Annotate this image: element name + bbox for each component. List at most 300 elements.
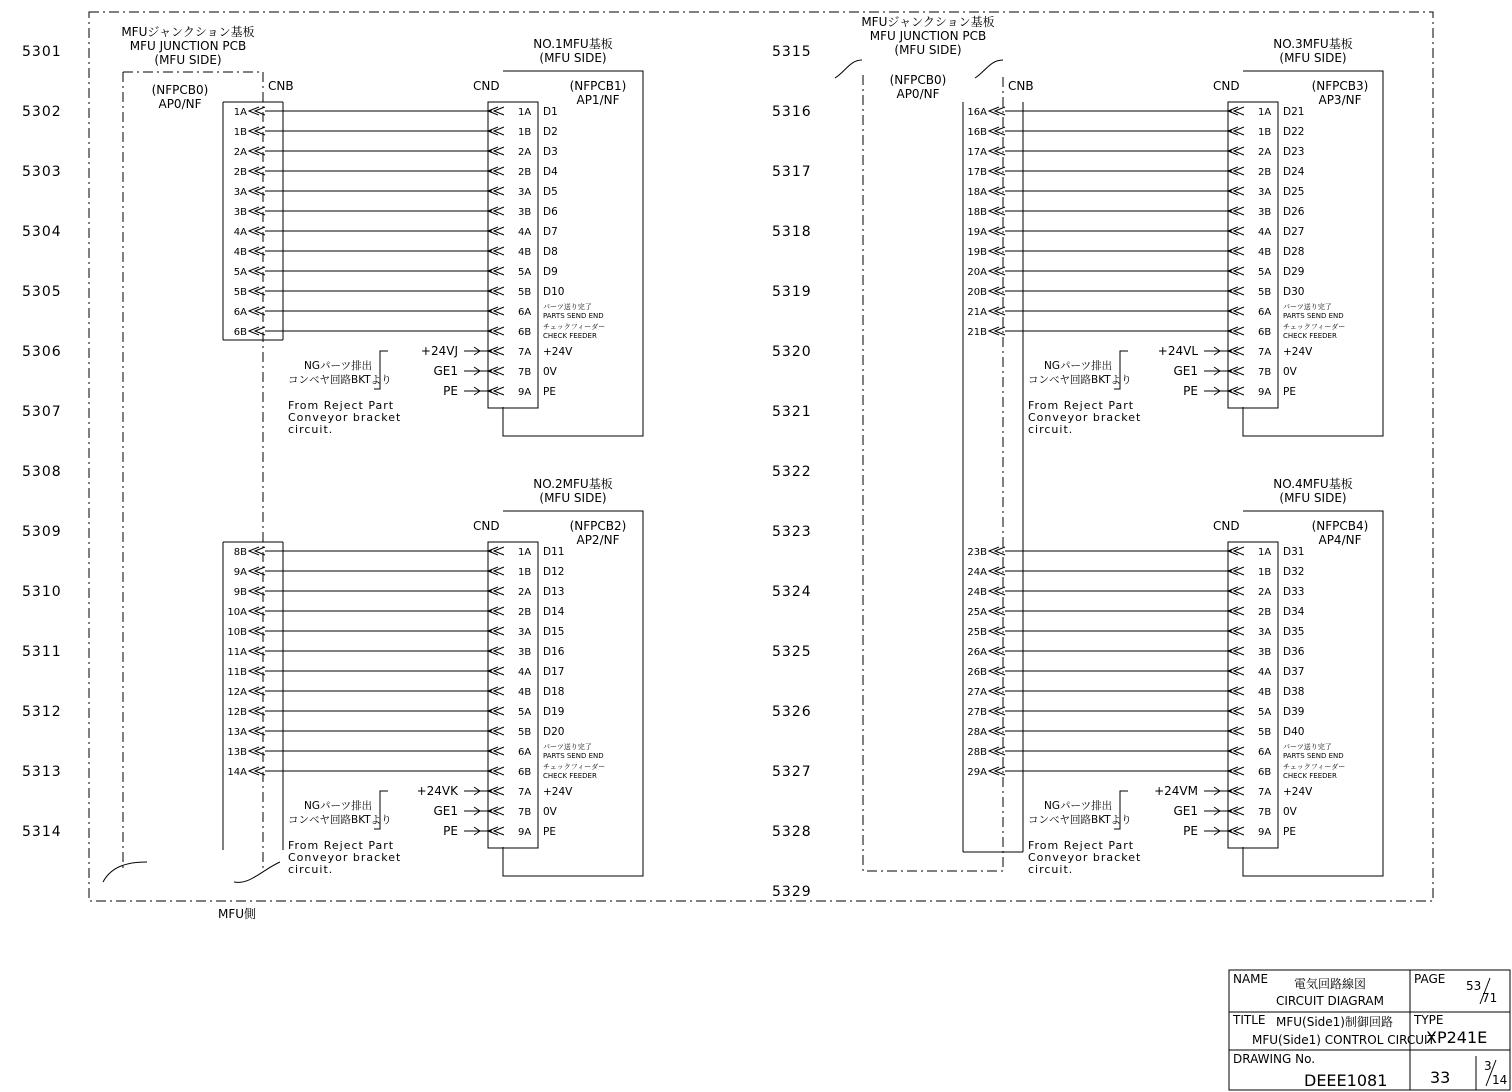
cnb-pin-label: 11A: [227, 647, 247, 658]
power-source-label: GE1: [1173, 804, 1198, 818]
wire-row: [967, 606, 1304, 618]
title-en: MFU(Side1) CONTROL CIRCUIT: [1252, 1033, 1435, 1047]
cnd-pin-label: 1A: [518, 547, 532, 558]
row-number: 5325: [772, 644, 812, 660]
break-mark: [103, 862, 147, 882]
ng-note-en: Conveyor bracket: [1028, 411, 1142, 424]
cnd-pin-label: 4A: [1258, 667, 1272, 678]
wire-row: [234, 266, 558, 278]
cnb-pin-label: 24A: [967, 567, 987, 578]
row-number: 5320: [772, 344, 812, 360]
board-side: (MFU SIDE): [539, 51, 607, 65]
wire-row: [967, 126, 1304, 138]
board-ap: AP2/NF: [576, 533, 620, 547]
signal-name: CHECK FEEDER: [1283, 772, 1337, 780]
power-source-label: PE: [443, 824, 458, 838]
cnd-pin-label: 6A: [1258, 747, 1272, 758]
power-row: [1158, 344, 1313, 358]
signal-name: D33: [1283, 586, 1305, 598]
cnb-pin-label: 2B: [233, 167, 247, 178]
wire-row: [967, 706, 1304, 718]
board-side: (MFU SIDE): [539, 491, 607, 505]
cnd-pin-label: 4B: [1258, 247, 1272, 258]
signal-name: D9: [543, 266, 558, 278]
cnd-pin-label: 5A: [1258, 707, 1272, 718]
row-number: 5317: [772, 164, 812, 180]
cnd-pin-label: 3B: [518, 647, 532, 658]
cnd-pin-label: 7B: [1258, 807, 1272, 818]
row-number: 5315: [772, 44, 812, 60]
wire-row: [967, 186, 1304, 198]
mfu-boards: [227, 36, 1383, 876]
wire-row: [967, 767, 1271, 778]
ng-note-jp: コンベヤ回路BKTより: [1028, 814, 1132, 826]
signal-name: +24V: [1283, 786, 1313, 798]
wire-row: [227, 666, 564, 678]
junction-title-en: MFU JUNCTION PCB: [869, 29, 987, 43]
ng-note-en: From Reject Part: [288, 399, 395, 412]
row-number: 5308: [22, 464, 62, 480]
board-pcb-id: (NFPCB2): [569, 519, 627, 533]
junction-pcb-right: [835, 14, 1034, 871]
cnb-pin-label: 2A: [233, 147, 247, 158]
cnb-pin-label: 26A: [967, 647, 987, 658]
wire-row: [234, 206, 558, 218]
row-number: 5318: [772, 224, 812, 240]
power-row: [1183, 384, 1296, 398]
wire-row: [967, 626, 1304, 638]
signal-name: D10: [543, 286, 565, 298]
junction-title-en: MFU JUNCTION PCB: [129, 39, 247, 53]
cnd-pin-label: 2A: [1258, 587, 1272, 598]
signal-name: 0V: [1283, 806, 1297, 818]
cnd-pin-label: 9A: [518, 387, 532, 398]
signal-name: CHECK FEEDER: [1283, 332, 1337, 340]
ng-note-jp: コンベヤ回路BKTより: [288, 374, 392, 386]
cnd-pin-label: 1A: [1258, 107, 1272, 118]
cnd-pin-label: 1A: [1258, 547, 1272, 558]
power-source-label: +24VL: [1157, 344, 1198, 358]
sub-total: 14: [1492, 1073, 1508, 1087]
cnd-pin-label: 6B: [1258, 767, 1272, 778]
ng-note-en: From Reject Part: [288, 839, 395, 852]
row-number: 5310: [22, 584, 62, 600]
cnb-pin-label: 23B: [967, 547, 987, 558]
mfu-board-2: [227, 476, 643, 876]
power-source-label: +24VJ: [420, 344, 458, 358]
junction-ap: AP0/NF: [896, 87, 940, 101]
row-number: 5314: [22, 824, 62, 840]
cnd-pin-label: 1B: [518, 127, 532, 138]
ng-note-jp: コンベヤ回路BKTより: [1028, 374, 1132, 386]
ng-note-jp: NGパーツ排出: [304, 360, 373, 372]
cnd-pin-label: 6B: [1258, 327, 1272, 338]
power-row: [1183, 824, 1296, 838]
signal-name: +24V: [543, 346, 573, 358]
cnd-pin-label: 5B: [518, 727, 532, 738]
junction-ap: AP0/NF: [158, 97, 202, 111]
sheet-number: 33: [1430, 1068, 1451, 1087]
cnd-pin-label: 3A: [518, 627, 532, 638]
signal-name: PARTS SEND END: [1283, 752, 1344, 760]
signal-name-jp: パーツ送り完了: [1283, 743, 1332, 751]
power-source-label: +24VM: [1154, 784, 1198, 798]
power-source-label: PE: [1183, 824, 1198, 838]
cnd-pin-label: 7A: [1258, 787, 1272, 798]
row-numbers-right: [772, 44, 812, 900]
cnd-pin-label: 5A: [518, 707, 532, 718]
power-source-label: +24VK: [416, 784, 458, 798]
cnd-pin-label: 6B: [518, 327, 532, 338]
cnd-pin-label: 3B: [1258, 647, 1272, 658]
mfu-board-4: [967, 476, 1383, 876]
signal-name: D26: [1283, 206, 1305, 218]
cnd-pin-label: 4A: [518, 667, 532, 678]
signal-name: PARTS SEND END: [543, 312, 604, 320]
junction-pcb-id: (NFPCB0): [151, 83, 209, 97]
ng-note-en: Conveyor bracket: [288, 851, 402, 864]
wire-row: [967, 546, 1304, 558]
title-jp: MFU(Side1)制御回路: [1276, 1015, 1393, 1029]
signal-name-jp: パーツ送り完了: [543, 303, 592, 311]
cnd-pin-label: 7B: [1258, 367, 1272, 378]
signal-name: D19: [543, 706, 565, 718]
power-source-label: PE: [1183, 384, 1198, 398]
row-number: 5323: [772, 524, 812, 540]
power-row: [421, 344, 573, 358]
signal-name: PE: [1283, 826, 1296, 838]
wire-row: [227, 767, 531, 778]
board-ap: AP4/NF: [1318, 533, 1362, 547]
cnb-pin-label: 1A: [233, 107, 247, 118]
board-title: NO.2MFU基板: [533, 477, 613, 491]
power-source-label: GE1: [433, 364, 458, 378]
cnd-pin-label: 3B: [518, 207, 532, 218]
cnb-pin-label: 14A: [227, 767, 247, 778]
cnb-pin-label: 28B: [967, 747, 987, 758]
cnb-pin-label: 4A: [233, 227, 247, 238]
cnb-pin-label: 13B: [227, 747, 247, 758]
cnd-pin-label: 2A: [518, 147, 532, 158]
page-label: PAGE: [1414, 972, 1446, 986]
wire-row: [227, 726, 564, 738]
signal-name: D8: [543, 246, 558, 258]
row-number: 5301: [22, 44, 62, 60]
drawing-label: DRAWING No.: [1233, 1052, 1316, 1066]
signal-name: D24: [1283, 166, 1305, 178]
signal-name: D23: [1283, 146, 1305, 158]
wire-row: [967, 206, 1304, 218]
row-number: 5326: [772, 704, 812, 720]
cnd-pin-label: 5A: [1258, 267, 1272, 278]
wire-row: [967, 686, 1304, 698]
signal-name: D4: [543, 166, 558, 178]
signal-name: D3: [543, 146, 558, 158]
wire-row: [234, 307, 532, 318]
board-title: NO.4MFU基板: [1273, 477, 1353, 491]
board-connector-label: CND: [1213, 79, 1240, 93]
signal-name-jp: パーツ送り完了: [543, 743, 592, 751]
cnd-pin-label: 4B: [1258, 687, 1272, 698]
cnd-pin-label: 2B: [1258, 167, 1272, 178]
cnd-pin-label: 1B: [1258, 127, 1272, 138]
row-number: 5305: [22, 284, 62, 300]
ng-note-en: From Reject Part: [1028, 839, 1135, 852]
power-row: [443, 384, 556, 398]
cnd-pin-label: 6A: [1258, 307, 1272, 318]
wire-row: [234, 226, 558, 238]
power-row: [1154, 784, 1313, 798]
cnb-pin-label: 29A: [967, 767, 987, 778]
signal-name: D12: [543, 566, 565, 578]
cnd-pin-label: 4A: [518, 227, 532, 238]
cnd-pin-label: 5B: [1258, 727, 1272, 738]
cnb-pin-label: 26B: [967, 667, 987, 678]
wire-row: [967, 106, 1304, 118]
signal-name: 0V: [1283, 366, 1297, 378]
cnd-pin-label: 5B: [518, 287, 532, 298]
ng-note-en: Conveyor bracket: [1028, 851, 1142, 864]
cnd-pin-label: 3B: [1258, 207, 1272, 218]
ng-note-en: From Reject Part: [1028, 399, 1135, 412]
page-number: 53: [1466, 979, 1482, 993]
wire-row: [227, 747, 531, 758]
signal-name: D5: [543, 186, 558, 198]
cnd-pin-label: 7A: [1258, 347, 1272, 358]
ng-note-en: circuit.: [288, 423, 334, 436]
wire-row: [227, 606, 564, 618]
signal-name: D13: [543, 586, 565, 598]
signal-name: PE: [1283, 386, 1296, 398]
cnb-pin-label: 21A: [967, 307, 987, 318]
name-en: CIRCUIT DIAGRAM: [1276, 994, 1384, 1008]
cnb-pin-label: 1B: [233, 127, 247, 138]
cnb-pin-label: 9A: [233, 567, 247, 578]
cnd-pin-label: 6A: [518, 747, 532, 758]
board-ap: AP1/NF: [576, 93, 620, 107]
signal-name: D22: [1283, 126, 1305, 138]
ng-note-jp: NGパーツ排出: [304, 800, 373, 812]
wire-row: [967, 286, 1304, 298]
signal-name: D16: [543, 646, 565, 658]
cnb-pin-label: 6B: [233, 327, 247, 338]
row-number: 5302: [22, 104, 62, 120]
wire-row: [227, 686, 564, 698]
signal-name: D40: [1283, 726, 1305, 738]
row-number: 5309: [22, 524, 62, 540]
signal-name-jp: パーツ送り完了: [1283, 303, 1332, 311]
cnb-pin-label: 11B: [227, 667, 247, 678]
row-number: 5322: [772, 464, 812, 480]
signal-name-jp: チェックフィーダー: [1283, 763, 1346, 771]
board-side: (MFU SIDE): [1279, 491, 1347, 505]
signal-name-jp: チェックフィーダー: [543, 323, 606, 331]
cnd-pin-label: 9A: [518, 827, 532, 838]
signal-name: PE: [543, 826, 556, 838]
row-number: 5324: [772, 584, 812, 600]
wire-row: [967, 747, 1271, 758]
wire-row: [227, 626, 564, 638]
cnb-pin-label: 27A: [967, 687, 987, 698]
cnb-pin-label: 17B: [967, 167, 987, 178]
wire-row: [234, 327, 532, 338]
junction-pcb-left: [103, 24, 294, 921]
type-label: TYPE: [1414, 1013, 1444, 1027]
signal-name: PE: [543, 386, 556, 398]
junction-pcb-id: (NFPCB0): [889, 73, 947, 87]
wire-row: [234, 246, 558, 258]
cnd-pin-label: 9A: [1258, 827, 1272, 838]
wire-row: [967, 666, 1304, 678]
cnb-pin-label: 10A: [227, 607, 247, 618]
signal-name-jp: チェックフィーダー: [1283, 323, 1346, 331]
signal-name: D21: [1283, 106, 1305, 118]
wire-row: [227, 646, 564, 658]
mfu-board-3: [967, 36, 1383, 436]
power-row: [433, 804, 557, 818]
break-mark: [835, 60, 862, 78]
board-ap: AP3/NF: [1318, 93, 1362, 107]
row-number: 5321: [772, 404, 812, 420]
cnd-pin-label: 3A: [1258, 627, 1272, 638]
board-title: NO.3MFU基板: [1273, 37, 1353, 51]
ng-note-jp: NGパーツ排出: [1044, 800, 1113, 812]
cnb-pin-label: 28A: [967, 727, 987, 738]
cnd-pin-label: 9A: [1258, 387, 1272, 398]
power-source-label: GE1: [1173, 364, 1198, 378]
signal-name: +24V: [1283, 346, 1313, 358]
wire-row: [967, 307, 1271, 318]
cnd-pin-label: 3A: [518, 187, 532, 198]
cnb-pin-label: 19B: [967, 247, 987, 258]
power-row: [433, 364, 557, 378]
drawing-number: DEEE1081: [1304, 1071, 1388, 1090]
board-title: NO.1MFU基板: [533, 37, 613, 51]
cnd-pin-label: 7A: [518, 347, 532, 358]
cnd-pin-label: 7A: [518, 787, 532, 798]
cnb-pin-label: 12A: [227, 687, 247, 698]
signal-name: D34: [1283, 606, 1305, 618]
power-row: [1173, 804, 1297, 818]
row-number: 5328: [772, 824, 812, 840]
board-pcb-id: (NFPCB3): [1311, 79, 1369, 93]
signal-name: D15: [543, 626, 565, 638]
cnb-pin-label: 20B: [967, 287, 987, 298]
signal-name: D20: [543, 726, 565, 738]
junction-title-jp: MFUジャンクション基板: [121, 25, 255, 39]
signal-name: 0V: [543, 806, 557, 818]
row-number: 5306: [22, 344, 62, 360]
cnd-pin-label: 5A: [518, 267, 532, 278]
cnb-pin-label: 16A: [967, 107, 987, 118]
break-mark: [975, 60, 1003, 78]
signal-name: D29: [1283, 266, 1305, 278]
cnd-pin-label: 6A: [518, 307, 532, 318]
ng-note-jp: NGパーツ排出: [1044, 360, 1113, 372]
wire-row: [967, 566, 1304, 578]
signal-name: D18: [543, 686, 565, 698]
signal-name: D2: [543, 126, 558, 138]
wire-row: [234, 186, 558, 198]
signal-name: D6: [543, 206, 558, 218]
cnd-pin-label: 1B: [518, 567, 532, 578]
wire-row: [967, 327, 1271, 338]
board-connector-label: CND: [473, 519, 500, 533]
board-pcb-id: (NFPCB1): [569, 79, 627, 93]
row-number: 5313: [22, 764, 62, 780]
name-jp: 電気回路線図: [1293, 977, 1367, 991]
cnb-pin-label: 13A: [227, 727, 247, 738]
signal-name: CHECK FEEDER: [543, 772, 597, 780]
signal-name: D25: [1283, 186, 1305, 198]
junction-side: (MFU SIDE): [894, 43, 962, 57]
ng-note-en: circuit.: [288, 863, 334, 876]
power-source-label: PE: [443, 384, 458, 398]
signal-name: D11: [543, 546, 565, 558]
cnd-pin-label: 6B: [518, 767, 532, 778]
wire-row: [234, 126, 558, 138]
junction-title-jp: MFUジャンクション基板: [861, 15, 995, 29]
signal-name: D14: [543, 606, 565, 618]
cnd-pin-label: 4A: [1258, 227, 1272, 238]
cnd-pin-label: 1B: [1258, 567, 1272, 578]
type-value: XP241E: [1426, 1028, 1488, 1047]
signal-name: D30: [1283, 286, 1305, 298]
cnb-pin-label: 27B: [967, 707, 987, 718]
wire-row: [967, 146, 1304, 158]
row-number: 5303: [22, 164, 62, 180]
cnd-pin-label: 7B: [518, 807, 532, 818]
cnb-pin-label: 24B: [967, 587, 987, 598]
row-number: 5307: [22, 404, 62, 420]
cnd-pin-label: 2A: [1258, 147, 1272, 158]
cnb-pin-label: 25A: [967, 607, 987, 618]
wire-row: [234, 166, 558, 178]
wire-row: [234, 106, 558, 118]
row-number: 5329: [772, 884, 812, 900]
board-pcb-id: (NFPCB4): [1311, 519, 1369, 533]
signal-name: PARTS SEND END: [1283, 312, 1344, 320]
ng-note-en: Conveyor bracket: [288, 411, 402, 424]
cnd-pin-label: 2B: [518, 167, 532, 178]
power-source-label: GE1: [433, 804, 458, 818]
cnb-pin-label: 8B: [233, 547, 247, 558]
cnd-pin-label: 2B: [518, 607, 532, 618]
ng-note-jp: コンベヤ回路BKTより: [288, 814, 392, 826]
signal-name: D37: [1283, 666, 1305, 678]
row-numbers-left: [22, 44, 62, 840]
mfu-board-1: [234, 36, 643, 436]
wire-row: [967, 646, 1304, 658]
cnd-pin-label: 5B: [1258, 287, 1272, 298]
cnd-pin-label: 4B: [518, 687, 532, 698]
name-label: NAME: [1233, 972, 1269, 986]
title-block: [1229, 970, 1510, 1090]
cnb-pin-label: 18A: [967, 187, 987, 198]
cnb-pin-label: 16B: [967, 127, 987, 138]
outer-frame: [89, 12, 1433, 901]
wire-row: [234, 146, 558, 158]
sub-number: 3: [1484, 1059, 1492, 1073]
row-number: 5316: [772, 104, 812, 120]
cnb-pin-label: 6A: [233, 307, 247, 318]
cnb-pin-label: 18B: [967, 207, 987, 218]
ng-note-en: circuit.: [1028, 423, 1074, 436]
cnb-pin-label: 9B: [233, 587, 247, 598]
power-row: [417, 784, 574, 798]
cnb-pin-label: 19A: [967, 227, 987, 238]
cnd-pin-label: 2B: [1258, 607, 1272, 618]
